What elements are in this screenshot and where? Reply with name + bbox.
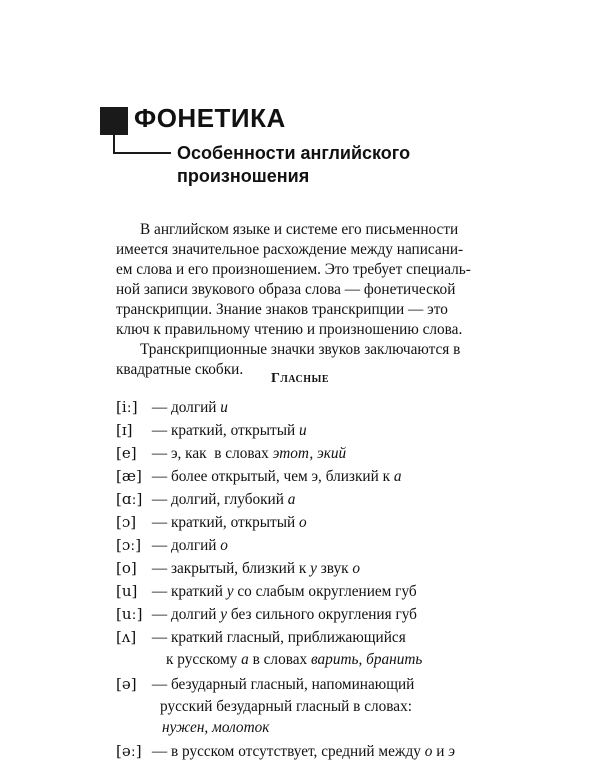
vowel-row [116, 557, 516, 580]
vowel-row [116, 580, 516, 603]
vowel-description: долгий [170, 537, 217, 554]
vowel-description-cont: звук [320, 560, 349, 577]
intro-line: транскрипции. Знание знаков транскрипции — это [116, 301, 448, 318]
vowel-example: нужен, молоток [162, 719, 270, 736]
vowel-row [116, 534, 516, 557]
vowel-list [116, 396, 516, 763]
vowel-example: у [310, 560, 317, 577]
vowel-row-schwa [116, 673, 516, 696]
phonetic-symbol: [e] [116, 444, 137, 462]
vowel-example: о [220, 537, 228, 554]
vowel-description: долгий, глубокий [170, 491, 284, 508]
intro-line: В английском языке и системе его письменности [140, 221, 459, 238]
dash: — [151, 583, 168, 600]
vowel-description: в русском отсутствует, средний между [170, 743, 421, 760]
vowel-example: а [393, 468, 402, 485]
vowel-example: и [220, 399, 228, 416]
vowel-row [116, 488, 516, 511]
vowel-row-long-schwa [116, 740, 516, 763]
vowel-example: этот, экий [272, 445, 347, 462]
vowel-description: безударный гласный, напоминающий [170, 676, 415, 693]
vowel-description: краткий, открытый [170, 422, 296, 439]
phonetic-symbol: [uː] [116, 605, 143, 623]
dash: — [151, 606, 168, 623]
vowel-description: закрытый, близкий к [170, 560, 307, 577]
vowel-description-cont: в словах [252, 651, 308, 668]
vowel-description: краткий гласный, приближающийся [170, 629, 406, 646]
phonetic-symbol: [ə] [116, 675, 137, 693]
dash: — [151, 676, 168, 693]
chapter-title: ФОНЕТИКА [134, 103, 286, 133]
vowel-description: краткий [170, 583, 223, 600]
vowel-example: о [299, 514, 307, 531]
dash: — [151, 422, 168, 439]
vowel-example: варить, бранить [311, 651, 423, 668]
intro-line: квадратные скобки. [116, 361, 244, 378]
vowel-description: краткий, открытый [170, 514, 296, 531]
vowel-row [116, 603, 516, 626]
intro-line: ем слова и его произношением. Это требует специаль- [116, 261, 471, 278]
vowel-example: и [299, 422, 307, 439]
intro-line: имеется значительное расхождение между написани- [116, 241, 464, 258]
vowel-example: а [241, 651, 249, 668]
vowel-row [116, 396, 516, 419]
vowel-row-schwa-cont: русский безударный гласный в словах: [160, 698, 412, 715]
subtitle-line-2: произношения [177, 166, 310, 186]
phonetic-symbol: [ɔː] [116, 536, 142, 554]
vowel-description-cont: к русскому [166, 651, 238, 668]
vowel-row [116, 442, 516, 465]
vowel-example: у [226, 583, 234, 600]
vowel-row-lambda [116, 626, 516, 649]
vowel-example: э [448, 743, 455, 760]
vowel-example: о [424, 743, 433, 760]
vowel-description: долгий [170, 399, 217, 416]
intro-line: ключ к правильному чтению и произношению слова. [116, 321, 463, 338]
vowel-row [116, 511, 516, 534]
section-heading-vowels: Гласные [270, 371, 330, 386]
dash: — [151, 743, 168, 760]
vowel-description-cont: со слабым округлением губ [237, 583, 417, 600]
phonetic-symbol: [əː] [116, 742, 142, 760]
phonetic-symbol: [o] [116, 559, 137, 577]
vowel-example: а [287, 491, 296, 508]
vowel-example: у [220, 606, 228, 623]
intro-line: Транскрипционные значки звуков заключаются в [140, 341, 461, 358]
intro-line: ной записи звукового образа слова — фонетической [116, 281, 456, 298]
subtitle-line-1: Особенности английского [177, 143, 411, 163]
dash: — [151, 468, 168, 485]
phonetic-symbol: [iː] [116, 398, 138, 416]
dash: — [151, 399, 168, 416]
vowel-row-schwa-cont [116, 717, 516, 738]
phonetic-symbol: [ɔ] [116, 513, 137, 531]
vowel-description-cont: без сильного округления губ [230, 606, 417, 623]
vowel-row [116, 419, 516, 442]
dash: — [151, 560, 168, 577]
vowel-example: о [352, 560, 361, 577]
intro-text [116, 220, 499, 380]
dash: — [151, 537, 168, 554]
vowel-description: долгий [170, 606, 217, 623]
phonetic-symbol: [æ] [116, 467, 142, 485]
conjunction: и [436, 743, 445, 760]
dash: — [151, 445, 168, 462]
phonetic-symbol: [ʌ] [116, 628, 137, 646]
phonetic-symbol: [ɑː] [116, 490, 143, 508]
intro-paragraph-1 [116, 220, 499, 340]
phonetic-symbol: [u] [116, 582, 138, 600]
dash: — [151, 629, 168, 646]
section-subtitle [177, 142, 410, 188]
vowel-description: э, как в словах [170, 445, 269, 462]
vowel-description: более открытый, чем э, близкий к [170, 468, 391, 485]
dash: — [151, 491, 168, 508]
dash: — [151, 514, 168, 531]
title-connector-horizontal [113, 152, 171, 154]
vowel-row-lambda-cont [116, 649, 516, 670]
chapter-marker-block [100, 107, 128, 135]
phonetic-symbol: [ɪ] [116, 421, 133, 439]
vowel-row [116, 465, 516, 488]
